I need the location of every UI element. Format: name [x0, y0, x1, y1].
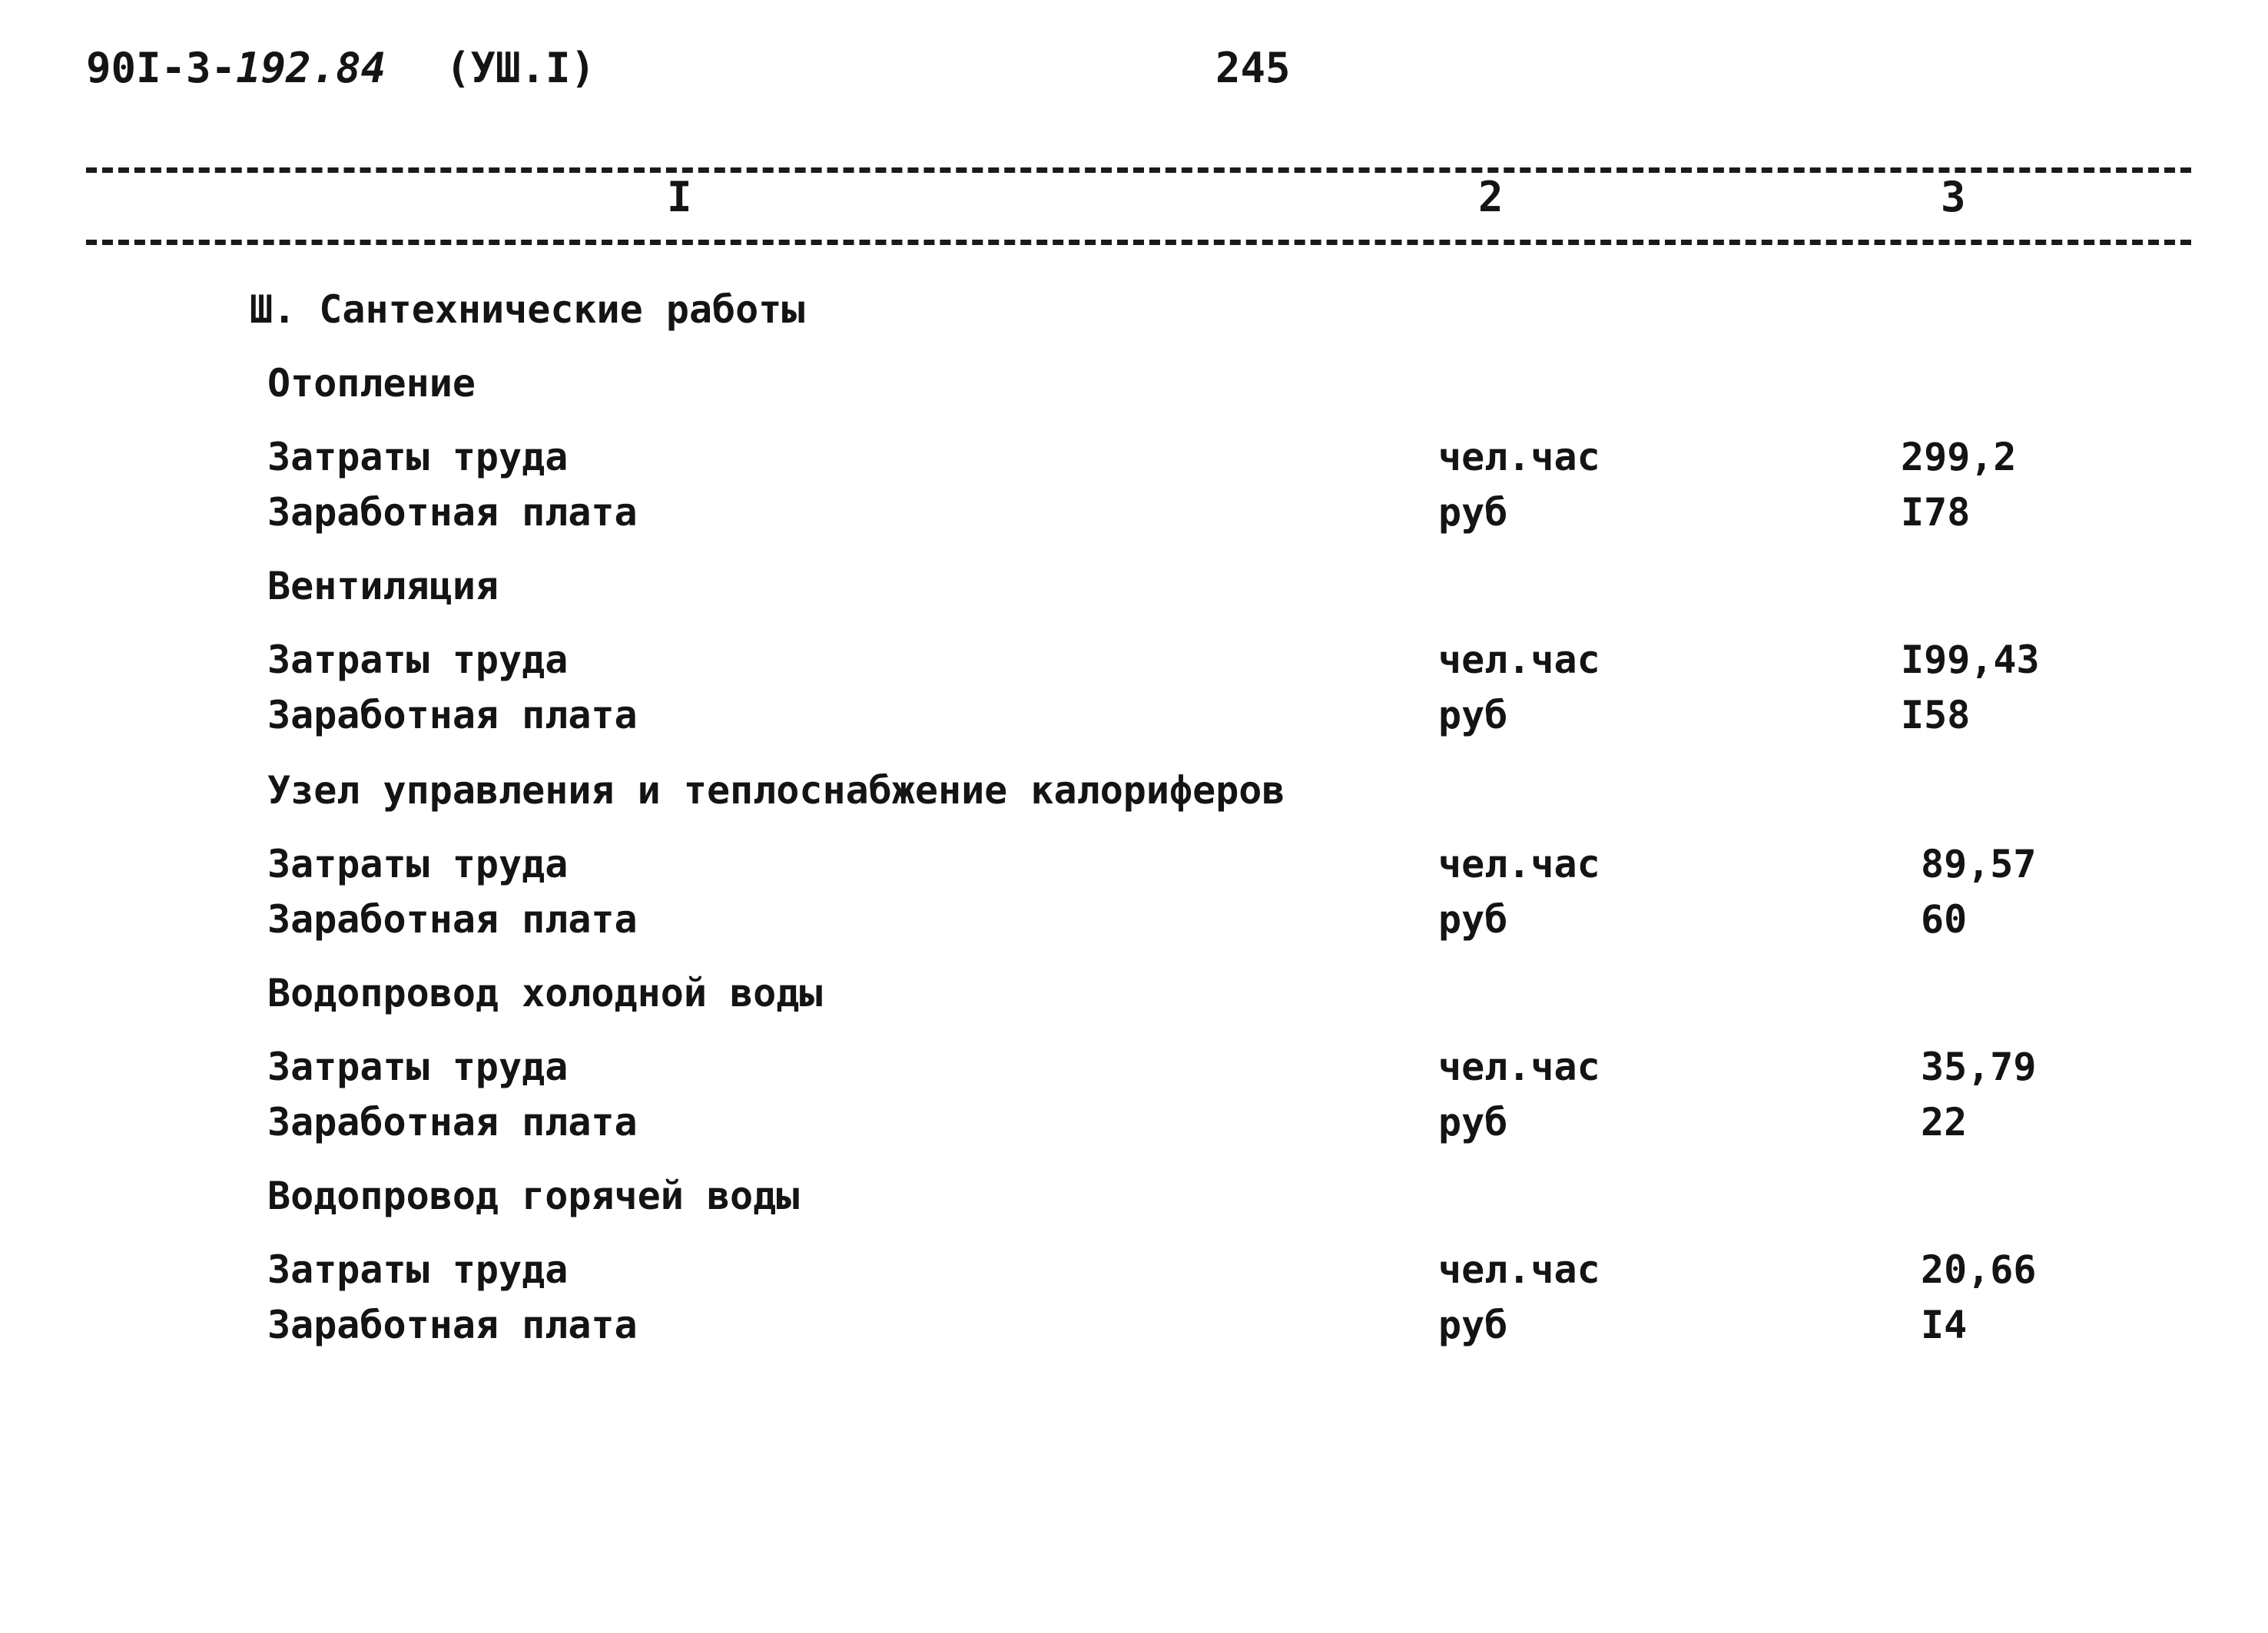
table-row — [0, 837, 2268, 891]
row-value: I4 — [1921, 1303, 1968, 1347]
table-row — [0, 1298, 2268, 1352]
table-row — [0, 1040, 2268, 1094]
row-value: 22 — [1921, 1100, 1968, 1144]
page-number: 245 — [1215, 44, 1291, 92]
row-value: I78 — [1901, 490, 1971, 535]
row-value: 35,79 — [1921, 1045, 2037, 1089]
group-title: Узел управления и теплоснабжение калориферов — [267, 768, 1285, 813]
row-label: Затраты труда — [267, 842, 569, 886]
row-value: I58 — [1901, 693, 1971, 737]
group-title: Водопровод горячей воды — [267, 1174, 800, 1218]
sheet-label: (УШ.I) — [446, 44, 596, 92]
table-row — [0, 893, 2268, 946]
row-label: Затраты труда — [267, 638, 569, 682]
row-unit: чел.час — [1438, 1045, 1600, 1089]
row-label: Заработная плата — [267, 1100, 638, 1144]
row-unit: чел.час — [1438, 435, 1600, 479]
row-unit: чел.час — [1438, 638, 1600, 682]
row-label: Затраты труда — [267, 1045, 569, 1089]
row-value: I99,43 — [1901, 638, 2040, 682]
document-code-handwritten: 192.84 — [236, 44, 386, 92]
section-title: Ш. Сантехнические работы — [250, 287, 805, 332]
row-unit: руб — [1438, 1303, 1508, 1347]
row-unit: руб — [1438, 1100, 1508, 1144]
group-heading-row — [0, 356, 2268, 410]
group-heading-row — [0, 966, 2268, 1020]
table-row — [0, 485, 2268, 539]
document-code-prefix: 90I-3- — [86, 44, 237, 92]
document-code — [86, 41, 386, 95]
table-header-bottom-rule — [86, 240, 2191, 245]
column-header-1: I — [667, 173, 692, 221]
row-label: Заработная плата — [267, 693, 638, 737]
row-value: 89,57 — [1921, 842, 2037, 886]
row-unit: руб — [1438, 490, 1508, 535]
row-label: Затраты труда — [267, 435, 569, 479]
section-heading-row — [0, 283, 2268, 336]
row-unit: чел.час — [1438, 1247, 1600, 1292]
group-heading-row — [0, 559, 2268, 613]
row-unit: руб — [1438, 693, 1508, 737]
row-value: 60 — [1921, 897, 1968, 942]
group-title: Водопровод холодной воды — [267, 971, 823, 1015]
table-row — [0, 688, 2268, 742]
group-heading-row — [0, 764, 2268, 817]
group-title: Вентиляция — [267, 564, 499, 608]
row-unit: руб — [1438, 897, 1508, 942]
row-label: Заработная плата — [267, 490, 638, 535]
row-label: Затраты труда — [267, 1247, 569, 1292]
group-heading-row — [0, 1169, 2268, 1223]
table-row — [0, 430, 2268, 484]
row-unit: чел.час — [1438, 842, 1600, 886]
column-header-3: 3 — [1941, 173, 1966, 221]
group-title: Отопление — [267, 361, 476, 406]
column-header-2: 2 — [1478, 173, 1504, 221]
row-value: 20,66 — [1921, 1247, 2037, 1292]
table-row — [0, 1243, 2268, 1297]
table-row — [0, 633, 2268, 687]
table-header-top-rule — [86, 167, 2191, 173]
row-label: Заработная плата — [267, 1303, 638, 1347]
table-row — [0, 1095, 2268, 1149]
row-value: 299,2 — [1901, 435, 2017, 479]
row-label: Заработная плата — [267, 897, 638, 942]
